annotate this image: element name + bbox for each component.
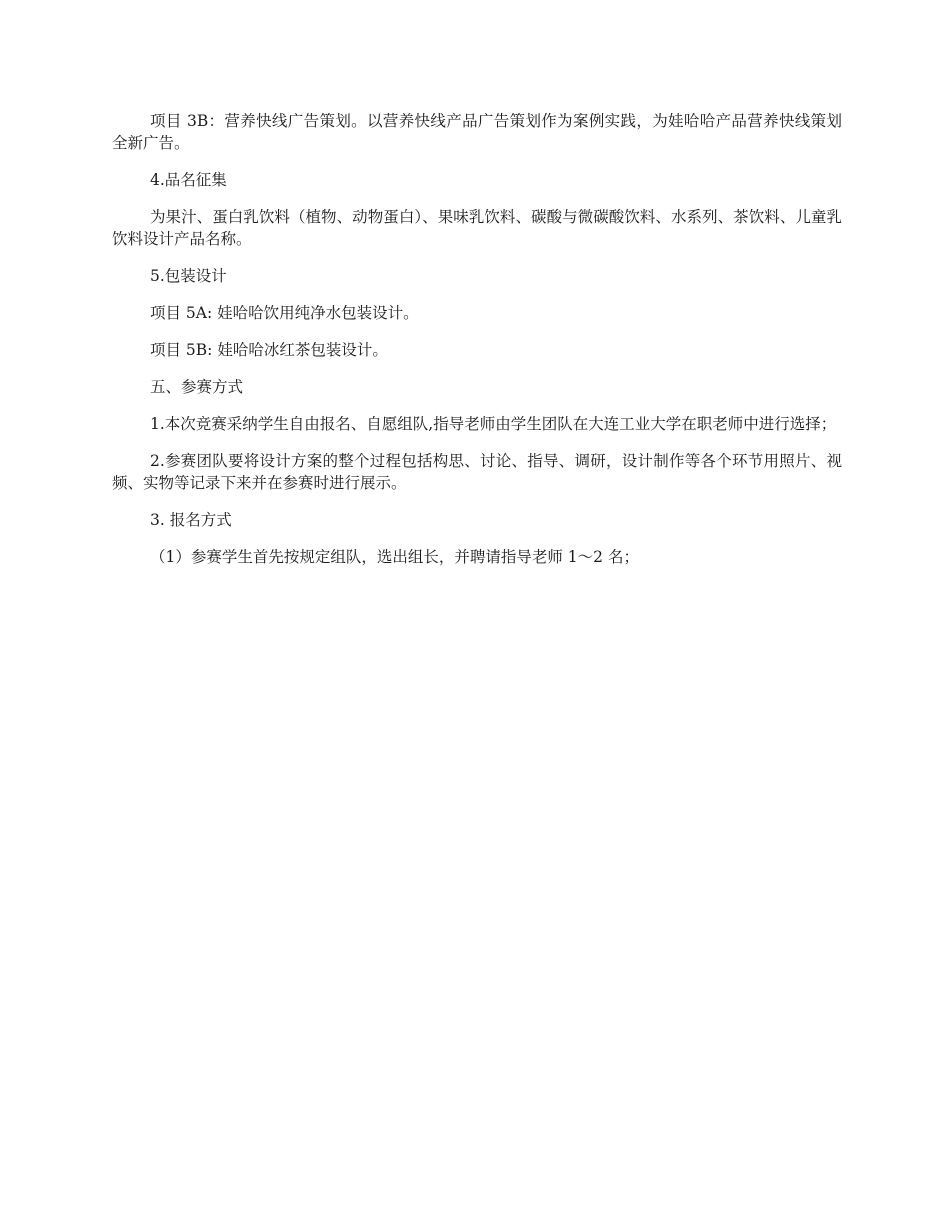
paragraph-rule-2: 2.参赛团队要将设计方案的整个过程包括构思、讨论、指导、调研，设计制作等各个环节用照片、视频、实物等记录下来并在参赛时进行展示。 [112,452,842,492]
paragraph-project-3b: 项目 3B：营养快线广告策划。以营养快线产品广告策划作为案例实践，为娃哈哈产品营养快线策划全新广告。 [112,112,842,152]
paragraph-registration-step-1: （1）参赛学生首先按规定组队，选出组长，并聘请指导老师 1～2 名； [150,548,639,566]
heading-packaging-design: 5.包装设计 [150,267,227,285]
heading-registration-method: 3. 报名方式 [150,511,232,529]
paragraph-rule-1: 1.本次竞赛采纳学生自由报名、自愿组队,指导老师由学生团队在大连工业大学在职老师中进行选择； [150,415,837,433]
heading-participation-method: 五、参赛方式 [150,378,244,396]
paragraph-project-5b: 项目 5B: 娃哈哈冰红茶包装设计。 [150,341,388,359]
paragraph-project-5a: 项目 5A: 娃哈哈饮用纯净水包装设计。 [150,304,419,322]
document-page [112,110,842,583]
paragraph-product-name-scope: 为果汁、蛋白乳饮料（植物、动物蛋白）、果味乳饮料、碳酸与微碳酸饮料、水系列、茶饮料、儿童乳饮料设计产品名称。 [112,208,842,248]
heading-product-name-collection: 4.品名征集 [150,171,227,189]
